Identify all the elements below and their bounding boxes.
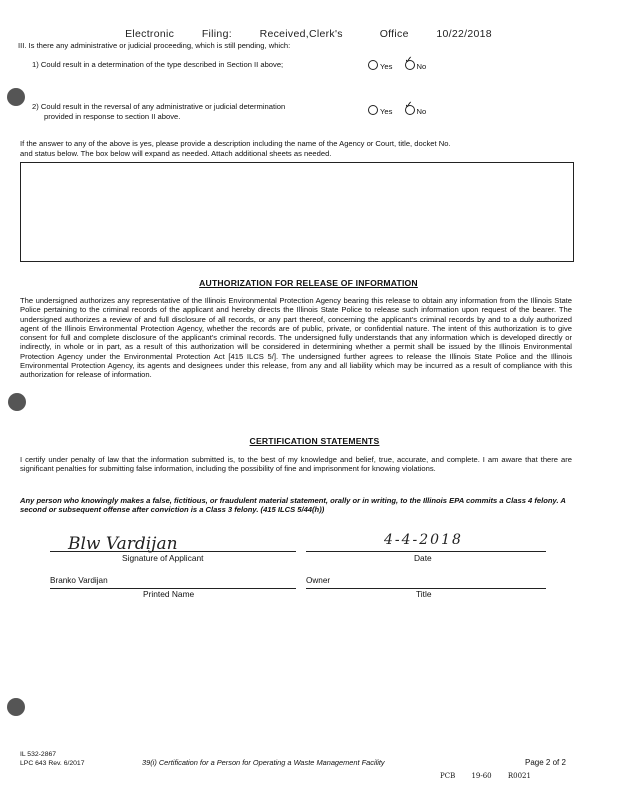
radio-checked-icon: ✓ [405,60,415,70]
binder-hole-bottom [7,698,25,716]
signature-label: Signature of Applicant [122,553,204,563]
printed-name-value: Branko Vardijan [50,576,108,585]
title-label: Title [416,589,432,599]
felony-warning: Any person who knowingly makes a false, fictitious, or fraudulent material statement, orally or in writing, to the Illinois EPA commits a Class 4 felony. A second or subsequent offense after conviction is a Class 3 felony. (415 ILCS 5/44(h)) [20,496,566,515]
binder-hole-middle [8,393,26,411]
form-code-2: LPC 643 Rev. 6/2017 [20,760,85,767]
radio-icon [368,105,378,115]
q2-no-option[interactable]: ✓ No [404,100,427,116]
radio-icon [368,60,378,70]
handwritten-date: 4-4-2018 [384,532,463,548]
date-line [306,551,546,552]
form-title: 39(i) Certification for a Person for Operating a Waste Management Facility [142,758,385,767]
certification-body: I certify under penalty of law that the information submitted is, to the best of my knowledge and belief, true, accurate, and complete. I am aware that there are significant penalties for submitting false information, including the possibility of fine and imprisonment for knowing violations. [20,455,572,474]
form-code-1: IL 532-2867 [20,751,57,758]
printed-name-label: Printed Name [143,589,195,599]
authorization-title: AUTHORIZATION FOR RELEASE OF INFORMATION [199,278,418,288]
question-1-text: 1) Could result in a determination of the type described in Section II above; [32,60,284,69]
authorization-body: The undersigned authorizes any representative of the Illinois Environmental Protection Agency bearing this release to obtain any information from the Illinois State Police pertaining to the criminal records of the applicant and hereby directs the Illinois State Police to release such information upon request of the bearer. The undersigned authorizes a review of and full disclosure of all records, or any part thereof, concerning the applicant's criminal records by and to a duly authorized agent of the Illinois Environmental Protection Agency, whether the records are of public, private, or confidential nature. The intent of this authorization is to give consent for full and complete disclosure of the applicant's criminal records. The undersigned fully understands that any information which is developed directly or indirectly, in whole or in part, as a result of this authorization will be considered in determining whether a permit shall be issued by the Illinois Environmental Protection Agency under the Environmental Protection Act [415 ILCS 5/]. The undersigned further agrees to release the Illinois State Police and the Illinois Environmental Protection Agency, its agents and designees under this release, from any and all liability which may be incurred as a result of compliance with this authorization for release of information. [20,296,572,380]
question-1-options [368,55,427,72]
pcb-record: R0021 [507,772,531,780]
instruction-line1: If the answer to any of the above is yes, please provide a description including the name of the Agency or Court, title, docket No. [20,139,451,148]
question-2-line1: 2) Could result in the reversal of any administrative or judicial determination [32,102,286,111]
pcb-number: 19-60 [471,772,492,780]
q1-no-option[interactable]: ✓ No [404,55,427,71]
handwritten-signature: Blw Vardijan [68,534,178,554]
question-2-options [368,100,427,117]
filing-stamp: Electronic Filing: Received,Clerk's Office 10/22/2018 [125,28,492,40]
question-2-line2: provided in response to section II above. [44,112,181,121]
date-label: Date [414,553,432,563]
q1-yes-option[interactable]: Yes [368,62,392,71]
pcb-stamp [440,772,531,780]
description-box[interactable] [20,162,574,262]
instruction-line2: and status below. The box below will expand as needed. Attach additional sheets as needed. [20,149,332,158]
signature-line [50,551,296,552]
radio-checked-icon: ✓ [405,105,415,115]
section3-question: III. Is there any administrative or judicial proceeding, which is still pending, which: [18,41,291,50]
binder-hole-top [7,88,25,106]
pcb-label: PCB [440,772,456,780]
certification-title: CERTIFICATION STATEMENTS [249,436,380,446]
title-value: Owner [306,576,331,585]
q2-yes-option[interactable]: Yes [368,107,392,116]
page-number: Page 2 of 2 [525,758,566,767]
